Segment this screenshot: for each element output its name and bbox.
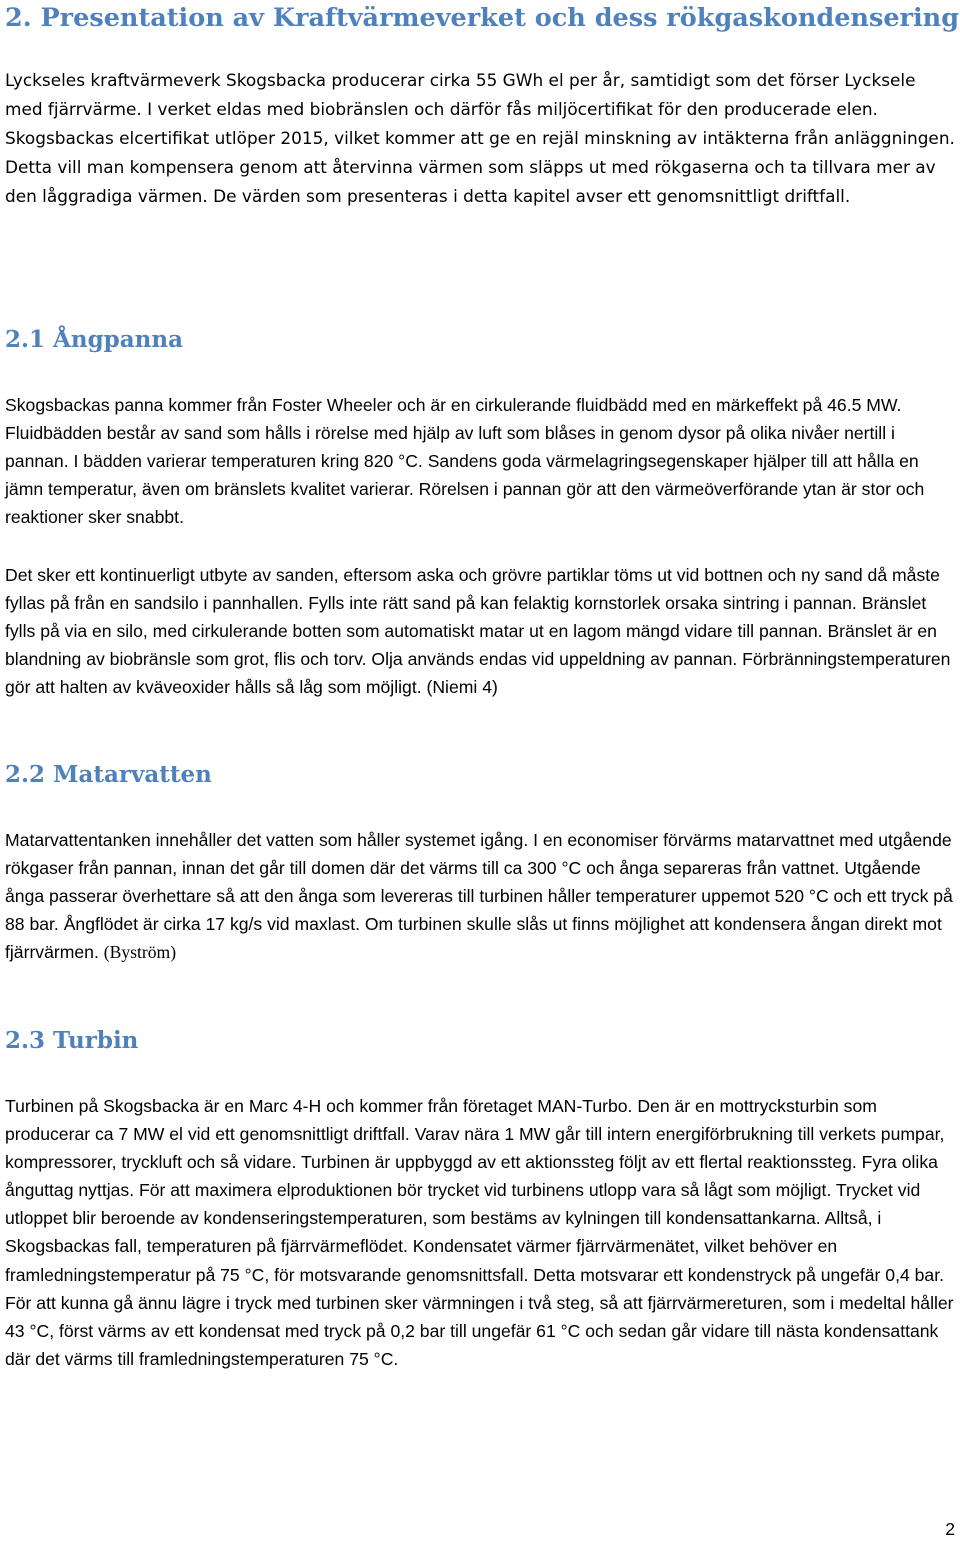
section-2-3-heading: 2.3 Turbin [5, 1027, 139, 1054]
section-2-2-paragraph [5, 826, 957, 966]
page-number: 2 [945, 1519, 955, 1539]
section-2-2-text: Matarvattentanken innehåller det vatten som håller systemet igång. I en economiser förvärms matarvattnet med utgående rökgaser från pannan, innan det går till domen där det värms till ca 300 °C och ånga separeras från vattnet. Utgående ånga passerar överhettare så att den ånga som levereras till turbinen håller temperaturer uppemot 520 °C och ett tryck på 88 bar. Ångflödet är cirka 17 kg/s vid maxlast. Om turbinen skulle slås ut finns möjlighet att kondensera ångan direkt mot fjärrvärmen. [5, 830, 953, 963]
section-2-paragraph: Lyckseles kraftvärmeverk Skogsbacka producerar cirka 55 GWh el per år, samtidigt som det förser Lycksele med fjärrvärme. I verket eldas med biobränslen och därför fås miljöcertifikat för den producerade elen. Skogsbackas elcertifikat utlöper 2015, vilket kommer att ge en rejäl minskning av intäkterna från anläggningen. Detta vill man kompensera genom att återvinna värmen som släpps ut med rökgaserna och ta tillvara mer av den låggradiga värmen. De värden som presenteras i detta kapitel avser ett genomsnittligt driftfall. [5, 70, 955, 207]
source-citation: (Byström) [103, 942, 177, 963]
section-2-heading: 2. Presentation av Kraftvärmeverket och dess rökgaskondensering [5, 3, 960, 33]
section-2-1-paragraph-1: Skogsbackas panna kommer från Foster Wheeler och är en cirkulerande fluidbädd med en märkeffekt på 46.5 MW. Fluidbädden består av sand som hålls i rörelse med hjälp av luft som blåses in genom dysor på olika nivåer nertill i pannan. I bädden varierar temperaturen kring 820 °C. Sandens goda värmelagringsegenskaper hjälper till att hålla en jämn temperatur, även om bränslets kvalitet varierar. Rörelsen i pannan gör att den värmeöverförande ytan är stor och reaktioner sker snabbt. [5, 395, 925, 528]
section-2-3-paragraph: Turbinen på Skogsbacka är en Marc 4-H och kommer från företaget MAN-Turbo. Den är en mottrycksturbin som producerar ca 7 MW el vid ett genomsnittligt driftfall. Varav nära 1 MW går till intern energiförbrukning till verkets pumpar, kompressorer, tryckluft och så vidare. Turbinen är uppbyggd av ett aktionssteg följt av ett flertal reaktionssteg. Fyra olika ånguttag nyttjas. För att maximera elproduktionen bör trycket vid turbinens utlopp vara så lågt som möjligt. Trycket vid utloppet blir beroende av kondenseringstemperaturen, som bestäms av kylningen till kondensattankarna. Alltså, i Skogsbackas fall, temperaturen på fjärrvärmeflödet. Kondensatet värmer fjärrvärmenätet, vilket behöver en framledningstemperatur på 75 °C, för motsvarande genomsnittsfall. Detta motsvarar ett kondenstryck på ungefär 0,4 bar. För att kunna gå ännu lägre i tryck med turbinen sker värmningen i två steg, så att fjärrvärmereturen, som i medeltal håller 43 °C, först värms av ett kondensat med tryck på 0,2 bar till ungefär 61 °C och sedan går vidare till nästa kondensattank där det värms till framledningstemperaturen 75 °C. [5, 1096, 954, 1369]
section-2-2-heading: 2.2 Matarvatten [5, 761, 212, 788]
section-2-1-heading: 2.1 Ångpanna [5, 326, 184, 353]
section-2-1-paragraph-2: Det sker ett kontinuerligt utbyte av sanden, eftersom aska och grövre partiklar töms ut vid bottnen och ny sand då måste fyllas på från en sandsilo i pannhallen. Fylls inte rätt sand på kan felaktig kornstorlek orsaka sintring i pannan. Bränslet fylls på via en silo, med cirkulerande botten som automatiskt matar ut en lagom mängd vidare till pannan. Bränslet är en blandning av biobränsle som grot, flis och torv. Olja används endas vid uppeldning av pannan. Förbränningstemperaturen gör att halten av kväveoxider hålls så låg som möjligt. (Niemi 4) [5, 565, 951, 698]
